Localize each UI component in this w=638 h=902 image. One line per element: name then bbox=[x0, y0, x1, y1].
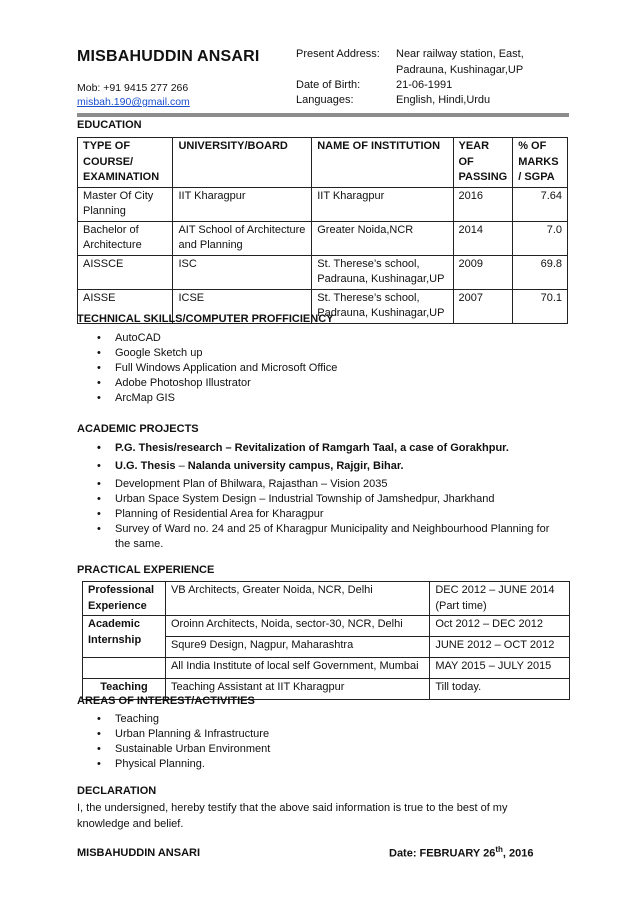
languages-value: English, Hindi,Urdu bbox=[396, 94, 491, 106]
table-row bbox=[83, 582, 570, 616]
experience-org-cell: All India Institute of local self Government, Mumbai bbox=[165, 658, 429, 679]
languages-row bbox=[296, 92, 556, 108]
table-row bbox=[83, 658, 570, 679]
board-cell: ICSE bbox=[173, 289, 312, 323]
marks-cell: 69.8 bbox=[513, 255, 568, 289]
experience-org-cell: Oroinn Architects, Noida, sector-30, NCR, Delhi bbox=[165, 616, 429, 637]
list-item: • Urban Planning & Infrastructure bbox=[77, 727, 557, 742]
dob-value: 21-06-1991 bbox=[396, 79, 453, 91]
dob-label: Date of Birth: bbox=[296, 79, 361, 91]
experience-date-cell: MAY 2015 – JULY 2015 bbox=[430, 658, 570, 679]
list-item: • P.G. Thesis/research – Revitalization of Ramgarh Taal, a case of Gorakhpur. bbox=[77, 441, 557, 456]
list-item: • ArcMap GIS bbox=[77, 391, 557, 406]
interests-heading: AREAS OF INTEREST/ACTIVITIES bbox=[77, 695, 255, 707]
experience-org-cell: Squre9 Design, Nagpur, Maharashtra bbox=[165, 637, 429, 658]
year-cell: 2014 bbox=[453, 221, 513, 255]
education-header-row bbox=[78, 138, 568, 188]
address-line-1: Near railway station, East, bbox=[396, 48, 524, 60]
email-link[interactable]: misbah.190@gmail.com bbox=[77, 96, 190, 108]
list-item: • Physical Planning. bbox=[77, 757, 557, 772]
course-cell: Master Of City Planning bbox=[78, 187, 173, 221]
header-divider bbox=[77, 113, 569, 117]
experience-table bbox=[82, 581, 570, 700]
year-cell: 2007 bbox=[453, 289, 513, 323]
institution-cell: St. Therese’s school, Padrauna, Kushinagar,UP bbox=[312, 289, 453, 323]
list-item: • Full Windows Application and Microsoft Office bbox=[77, 361, 557, 376]
experience-category-cell: Academic Internship bbox=[83, 616, 166, 658]
list-item: • Planning of Residential Area for Kharagpur bbox=[77, 507, 557, 522]
experience-org-cell: Teaching Assistant at IIT Kharagpur bbox=[165, 679, 429, 700]
list-item: • Sustainable Urban Environment bbox=[77, 742, 557, 757]
marks-cell: 70.1 bbox=[513, 289, 568, 323]
list-item: • Development Plan of Bhilwara, Rajasthan – Vision 2035 bbox=[77, 477, 557, 492]
list-item: • Google Sketch up bbox=[77, 346, 557, 361]
experience-date-cell: Till today. bbox=[430, 679, 570, 700]
institution-cell: St. Therese’s school, Padrauna, Kushinagar,UP bbox=[312, 255, 453, 289]
col-board: UNIVERSITY/BOARD bbox=[173, 138, 312, 188]
board-cell: ISC bbox=[173, 255, 312, 289]
year-cell: 2016 bbox=[453, 187, 513, 221]
address-line-2: Padrauna, Kushinagar,UP bbox=[396, 64, 524, 76]
table-row bbox=[78, 255, 568, 289]
course-cell: AISSE bbox=[78, 289, 173, 323]
experience-date-cell: Oct 2012 – DEC 2012 bbox=[430, 616, 570, 637]
col-institution: NAME OF INSTITUTION bbox=[312, 138, 453, 188]
col-year: YEAR OF PASSING bbox=[453, 138, 513, 188]
board-cell: IIT Kharagpur bbox=[173, 187, 312, 221]
marks-cell: 7.64 bbox=[513, 187, 568, 221]
list-item: • Urban Space System Design – Industrial Township of Jamshedpur, Jharkhand bbox=[77, 492, 557, 507]
skills-heading: TECHNICAL SKILLS/COMPUTER PROFFICIENCY bbox=[77, 313, 334, 325]
projects-heading: ACADEMIC PROJECTS bbox=[77, 423, 199, 435]
education-heading: EDUCATION bbox=[77, 119, 142, 131]
experience-date-cell: DEC 2012 – JUNE 2014 (Part time) bbox=[430, 582, 570, 616]
year-cell: 2009 bbox=[453, 255, 513, 289]
mobile-number: Mob: +91 9415 277 266 bbox=[77, 82, 189, 94]
table-row bbox=[83, 616, 570, 637]
experience-date-cell: JUNE 2012 – OCT 2012 bbox=[430, 637, 570, 658]
table-row bbox=[78, 187, 568, 221]
skills-list bbox=[77, 331, 557, 406]
projects-list bbox=[77, 441, 557, 552]
dob-row bbox=[296, 77, 556, 93]
table-row bbox=[78, 221, 568, 255]
experience-category-cell: Teaching bbox=[83, 679, 166, 700]
institution-cell: IIT Kharagpur bbox=[312, 187, 453, 221]
address-label: Present Address: bbox=[296, 48, 380, 60]
experience-category-cell: Professional Experience bbox=[83, 582, 166, 616]
course-cell: AISSCE bbox=[78, 255, 173, 289]
declaration-text: I, the undersigned, hereby testify that the above said information is true to the best of my knowledge and belief. bbox=[77, 802, 508, 830]
list-item: • Teaching bbox=[77, 712, 557, 727]
languages-label: Languages: bbox=[296, 94, 354, 106]
declaration-heading: DECLARATION bbox=[77, 785, 157, 797]
board-cell: AIT School of Architecture and Planning bbox=[173, 221, 312, 255]
candidate-name: MISBAHUDDIN ANSARI bbox=[77, 48, 260, 65]
footer-name: MISBAHUDDIN ANSARI bbox=[77, 847, 201, 859]
institution-cell: Greater Noida,NCR bbox=[312, 221, 453, 255]
experience-org-cell: VB Architects, Greater Noida, NCR, Delhi bbox=[165, 582, 429, 616]
list-item: • AutoCAD bbox=[77, 331, 557, 346]
marks-cell: 7.0 bbox=[513, 221, 568, 255]
list-item: • Survey of Ward no. 24 and 25 of Kharagpur Municipality and Neighbourhood Planning for the same. bbox=[77, 522, 557, 552]
experience-heading: PRACTICAL EXPERIENCE bbox=[77, 564, 215, 576]
col-marks: % OF MARKS / SGPA bbox=[513, 138, 568, 188]
footer-date: Date: FEBRUARY 26th, 2016 bbox=[389, 845, 534, 860]
experience-category-cell bbox=[83, 658, 166, 679]
list-item: • U.G. Thesis – Nalanda university campus, Rajgir, Bihar. bbox=[77, 459, 557, 474]
education-table bbox=[77, 137, 568, 324]
address-row bbox=[296, 46, 556, 80]
list-item: • Adobe Photoshop Illustrator bbox=[77, 376, 557, 391]
interests-list bbox=[77, 712, 557, 772]
course-cell: Bachelor of Architecture bbox=[78, 221, 173, 255]
col-course-type: TYPE OF COURSE/ EXAMINATION bbox=[78, 138, 173, 188]
